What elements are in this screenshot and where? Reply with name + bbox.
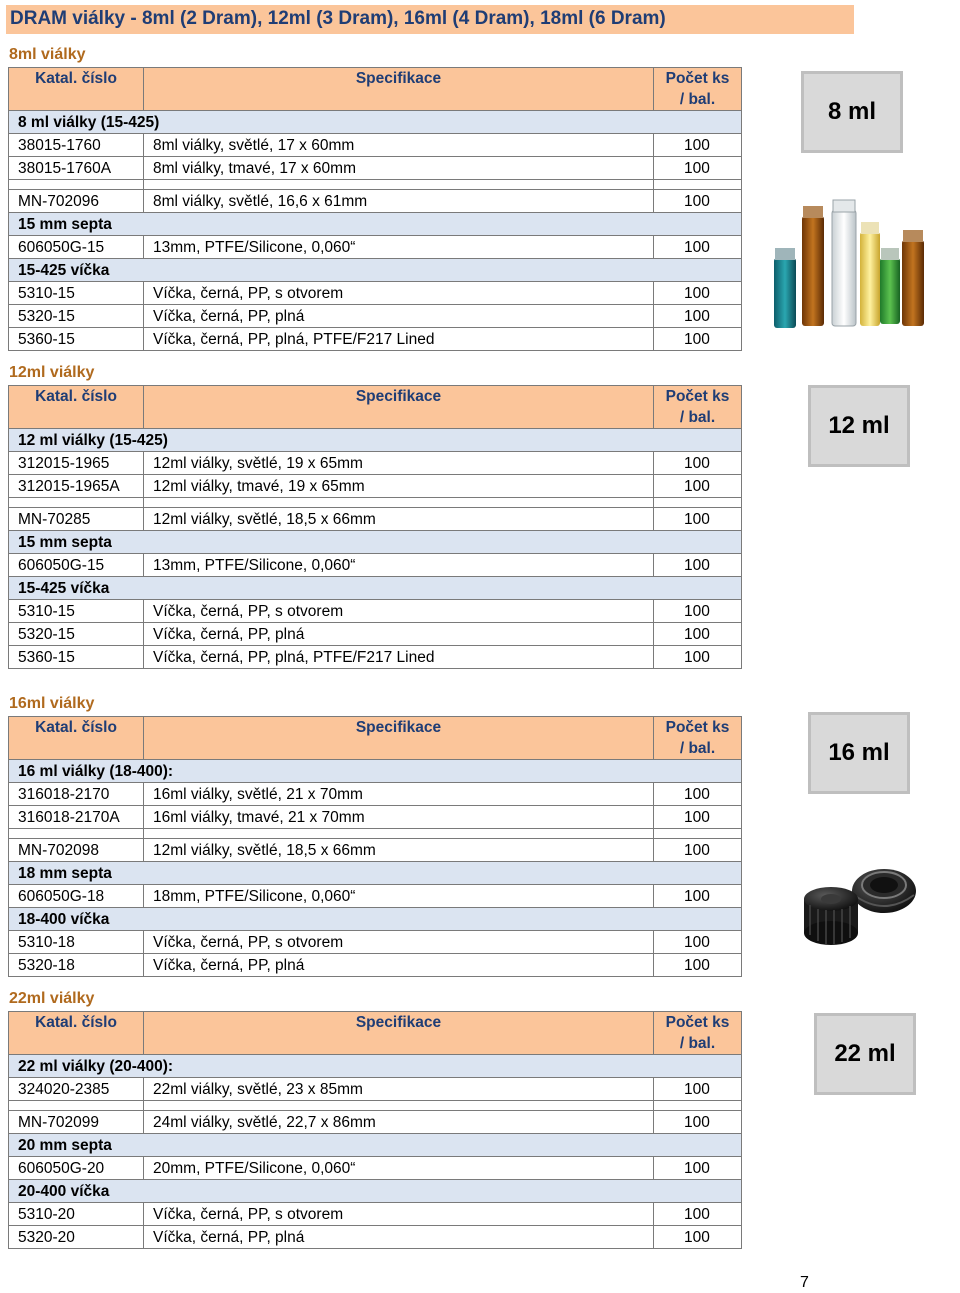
- size-label-box: 12 ml: [808, 385, 910, 467]
- table-row: MN-70285 12ml viálky, světlé, 18,5 x 66mm 100: [9, 508, 742, 531]
- page-title: DRAM viálky - 8ml (2 Dram), 12ml (3 Dram), 16ml (4 Dram), 18ml (6 Dram): [10, 8, 666, 29]
- table-row: 324020-2385 22ml viálky, světlé, 23 x 85mm 100: [9, 1078, 742, 1101]
- table-row: 5310-15 Víčka, černá, PP, s otvorem 100: [9, 282, 742, 305]
- septa-title: 15 mm septa: [9, 531, 742, 554]
- table-row: 5310-20 Víčka, černá, PP, s otvorem 100: [9, 1203, 742, 1226]
- size-label-box: 8 ml: [801, 71, 903, 153]
- table-row: 606050G-18 18mm, PTFE/Silicone, 0,060“ 100: [9, 885, 742, 908]
- caps-title: 15-425 víčka: [9, 259, 742, 282]
- table-row: 312015-1965 12ml viálky, světlé, 19 x 65mm 100: [9, 452, 742, 475]
- group-row: 12 ml viálky (15-425): [9, 429, 742, 452]
- table-row: 5360-15 Víčka, černá, PP, plná, PTFE/F217 Lined 100: [9, 646, 742, 669]
- caps-title: 18-400 víčka: [9, 908, 742, 931]
- section-title: 16ml viálky: [9, 695, 95, 712]
- table-row: 5310-15 Víčka, černá, PP, s otvorem 100: [9, 600, 742, 623]
- table-header-row: [9, 68, 742, 111]
- section-title: 22ml viálky: [9, 990, 95, 1007]
- table-row: 606050G-20 20mm, PTFE/Silicone, 0,060“ 100: [9, 1157, 742, 1180]
- table-row: 316018-2170A 16ml viálky, tmavé, 21 x 70mm 100: [9, 806, 742, 829]
- product-table: [8, 1011, 742, 1249]
- table-row: MN-702098 12ml viálky, světlé, 18,5 x 66mm 100: [9, 839, 742, 862]
- table-row: 5320-15 Víčka, černá, PP, plná 100: [9, 305, 742, 328]
- section-title: 8ml viálky: [9, 46, 86, 63]
- septa-title: 20 mm septa: [9, 1134, 742, 1157]
- header-cat: Katal. číslo: [9, 68, 144, 111]
- spacer-row: [9, 1101, 742, 1111]
- group-row: 16 ml viálky (18-400):: [9, 760, 742, 783]
- spacer-row: [9, 180, 742, 190]
- table-row: 316018-2170 16ml viálky, světlé, 21 x 70mm 100: [9, 783, 742, 806]
- table-row: 38015-1760 8ml viálky, světlé, 17 x 60mm 100: [9, 134, 742, 157]
- page-number: 7: [800, 1274, 809, 1291]
- table-row: 606050G-15 13mm, PTFE/Silicone, 0,060“ 100: [9, 236, 742, 259]
- size-label-box: 22 ml: [814, 1013, 916, 1095]
- table-row: 5320-18 Víčka, černá, PP, plná 100: [9, 954, 742, 977]
- table-row: 5310-18 Víčka, černá, PP, s otvorem 100: [9, 931, 742, 954]
- group-row: 22 ml viálky (20-400):: [9, 1055, 742, 1078]
- header-spec: Specifikace: [144, 68, 654, 111]
- product-table: [8, 67, 742, 351]
- table-row: MN-702099 24ml viálky, světlé, 22,7 x 86mm 100: [9, 1111, 742, 1134]
- table-row: MN-702096 8ml viálky, světlé, 16,6 x 61mm 100: [9, 190, 742, 213]
- table-row: 5320-20 Víčka, černá, PP, plná 100: [9, 1226, 742, 1249]
- header-count: Počet ks / bal.: [654, 68, 742, 111]
- group-row: 8 ml viálky (15-425): [9, 111, 742, 134]
- size-label-box: 16 ml: [808, 712, 910, 794]
- spacer-row: [9, 829, 742, 839]
- product-table: [8, 385, 742, 669]
- table-header-row: Katal. číslo Specifikace Počet ks / bal.: [9, 717, 742, 760]
- section-title: 12ml viálky: [9, 364, 95, 381]
- spacer-row: [9, 498, 742, 508]
- title-bar: [6, 5, 854, 34]
- vials-image: [770, 196, 930, 332]
- caps-image: [798, 855, 926, 955]
- table-row: 5320-15 Víčka, černá, PP, plná 100: [9, 623, 742, 646]
- caps-title: 20-400 víčka: [9, 1180, 742, 1203]
- product-table: [8, 716, 742, 977]
- caps-title: 15-425 víčka: [9, 577, 742, 600]
- table-row: 606050G-15 13mm, PTFE/Silicone, 0,060“ 100: [9, 554, 742, 577]
- table-row: 38015-1760A 8ml viálky, tmavé, 17 x 60mm 100: [9, 157, 742, 180]
- table-header-row: Katal. číslo Specifikace Počet ks / bal.: [9, 386, 742, 429]
- table-row: 5360-15 Víčka, černá, PP, plná, PTFE/F217 Lined 100: [9, 328, 742, 351]
- septa-title: 18 mm septa: [9, 862, 742, 885]
- table-row: 312015-1965A 12ml viálky, tmavé, 19 x 65mm 100: [9, 475, 742, 498]
- table-header-row: Katal. číslo Specifikace Počet ks / bal.: [9, 1012, 742, 1055]
- septa-title: 15 mm septa: [9, 213, 742, 236]
